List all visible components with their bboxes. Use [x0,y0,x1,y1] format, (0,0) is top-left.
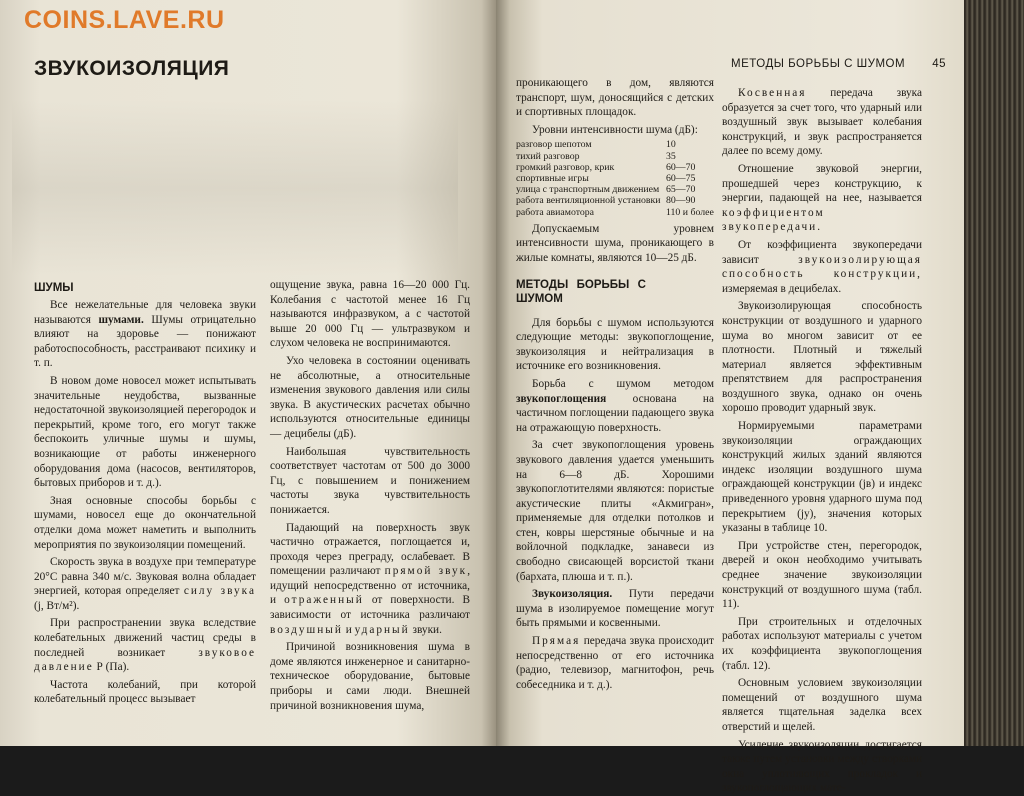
paragraph: ощущение звука, равна 16—20 000 Гц. Колебания с частотой менее 16 Гц называются инфразвуком, а с частотой выше 20 000 Гц — ультразвуком и слухом человека не воспринимаются. [270,279,470,350]
paragraph: Для борьбы с шумом используются следующие методы: звукопоглощение, звукоизоляция и нейтрализация в источнике его возникновения. [516,316,714,373]
paragraph: Падающий на поверхность звук частично отражается, поглощается и, проходя через преграду, ослабевает. В помещении различают прямой звук, идущий непосредственно от источника, и отраженный от поверхности. В зависимости от источника различают воздушный и ударный звуки. [270,521,471,636]
paragraph: проникающего в дом, являются транспорт, шум, доносящийся с детских и спортивных площадок. [516,77,714,119]
table-row: спортивные игры 60—75 [516,172,696,184]
table-row: разговор шепотом 10 [516,139,676,151]
paragraph: Усиление звукоизоляции достигается также путем установки между створками окна уплотняющих прокладок и звукопоглощающих мате- [722,738,922,795]
running-head [731,58,946,70]
noise-level-table [516,139,714,217]
left-page [0,0,496,746]
paragraph: Ухо человека в состоянии оценивать не абсолютные, а относительные изменения звукового давления или силы звука. В акустических расчетах обычно используются относительные единицы — децибелы (дБ). [270,354,470,440]
table-row: тихий разговор 35 [516,150,676,162]
paragraph: Причиной возникновения шума в доме являются инженерное и санитарно-техническое оборудование, бытовые приборы и сами люди. Внешней причиной возникновения шума, [270,641,470,712]
page-edges [964,0,1024,746]
page-shade [12,100,458,276]
page-number: 45 [932,58,946,70]
paragraph: Борьба с шумом методом звукопоглощения основана на частичном поглощении падающего звука на отражающую поверхность. [516,377,714,434]
paragraph: Частота колебаний, при которой колебательный процесс вызывает [34,678,256,706]
left-column-2 [270,278,470,713]
paragraph: Наибольшая чувствительность соответствует частотам от 500 до 3000 Гц, с повышением и понижением частоты звука чувствительность понижается. [270,445,470,516]
paragraph: Звукоизолирующая способность конструкции от воздушного и ударного шума во многом зависит от ее плотности. Плотный и тяжелый материал является эффективным препятствием для распространения воздушного звука, однако он очень хорошо проводит ударный звук. [722,300,922,415]
paragraph: Прямая передача звука происходит непосредственно от его источника (радио, телевизор, магнитофон, речь собеседника и т. д.). [516,635,714,691]
paragraph: Нормируемыми параметрами звукоизоляции ограждающих конструкций жилых зданий являются индекс изоляции воздушного шума ограждающей конструкции (jв) и индекс приведенного уровня ударного шума под перекрытием (jу), значения которых указаны в таблице 10. [722,420,922,535]
paragraph: Основным условием звукоизоляции помещений от воздушного шума является тщательная заделка всех отверстий и щелей. [722,677,922,733]
paragraph: При распространении звука вследствие колебательных движений частиц среды в последней возникает звуковое давление Р (Па). [34,617,256,674]
table-row: громкий разговор, крик 60—70 [516,161,696,173]
left-column-1 [34,281,256,707]
paragraph: Звукоизоляция. Пути передачи шума в изолируемое помещение могут быть прямыми и косвенными. [516,588,714,630]
paragraph: За счет звукопоглощения уровень звукового давления удается уменьшить на 6—8 дБ. Хорошими звукопоглотителями являются: пористые акустические плиты «Акмигран», применяемые для отделки потолков и стен, ковры шерстяные обычные и на войлочной подкладке, занавеси из свободно свисающей ворсистой ткани (бархата, плюша и т. п.). [516,439,714,583]
section-heading: ШУМЫ [34,282,74,294]
paragraph: Все нежелательные для человека звуки называются шумами. Шумы отрицательно влияют на здоровье — понижают работоспособность, расстраивают психику и т. п. [34,299,256,370]
table-row: работа авиамотора 110 и более [516,206,714,218]
paragraph: В новом доме новосел может испытывать значительные неудобства, вызванные недостаточной звукоизоляцией перегородок и перекрытий, кроме того, его могут также беспокоить уличные шумы и шумы, возникающие от работы инженерного оборудования дома (насосов, вентиляторов, бытовых приборов и т. д.). [34,374,256,490]
right-page [496,0,964,795]
section-heading: МЕТОДЫ БОРЬБЫ С ШУМОМ [516,278,646,305]
paragraph: От коэффициента звукопередачи зависит звукоизолирующая способность конструкции, измеряемая в децибелах. [722,238,922,295]
table-row: работа вентиляционной установки 80—90 [516,195,696,207]
watermark: COINS.LAVE.RU [24,6,225,34]
table-row: улица с транспортным движением 65—70 [516,184,696,196]
paragraph: Отношение звуковой энергии, прошедшей через конструкцию, к энергии, падающей на нее, называется коэффициентом звукопередачи. [722,162,922,234]
paragraph: Косвенная передача звука образуется за счет того, что ударный или воздушный звук вызывает колебания конструкций, и звук распространяется далее по всему дому. [722,87,922,158]
right-column-1 [516,76,714,692]
paragraph: Скорость звука в воздухе при температуре 20°С равна 340 м/с. Звуковая волна обладает энергией, которая определяет силу звука (j, Вт/м²). [34,556,256,612]
paragraph: При устройстве стен, перегородок, дверей и окон необходимо учитывать среднее значение звукоизоляции конструкций от воздушного шума (табл. 11). [722,539,922,611]
paragraph: При строительных и отделочных работах используют материалы с учетом их коэффициента звукопоглощения (табл. 12). [722,615,922,672]
chapter-title: ЗВУКОИЗОЛЯЦИЯ [34,57,230,80]
running-head-title: МЕТОДЫ БОРЬБЫ С ШУМОМ [731,58,906,70]
right-column-2 [722,86,922,796]
paragraph: Допускаемым уровнем интенсивности шума, проникающего в жилые комнаты, являются 10—25 дБ. [516,222,714,264]
table-title: Уровни интенсивности шума (дБ): [532,123,698,136]
paragraph: Зная основные способы борьбы с шумами, новосел еще до окончательной отделки дома может наметить и выполнить мероприятия по звукоизоляции помещений. [34,494,256,551]
